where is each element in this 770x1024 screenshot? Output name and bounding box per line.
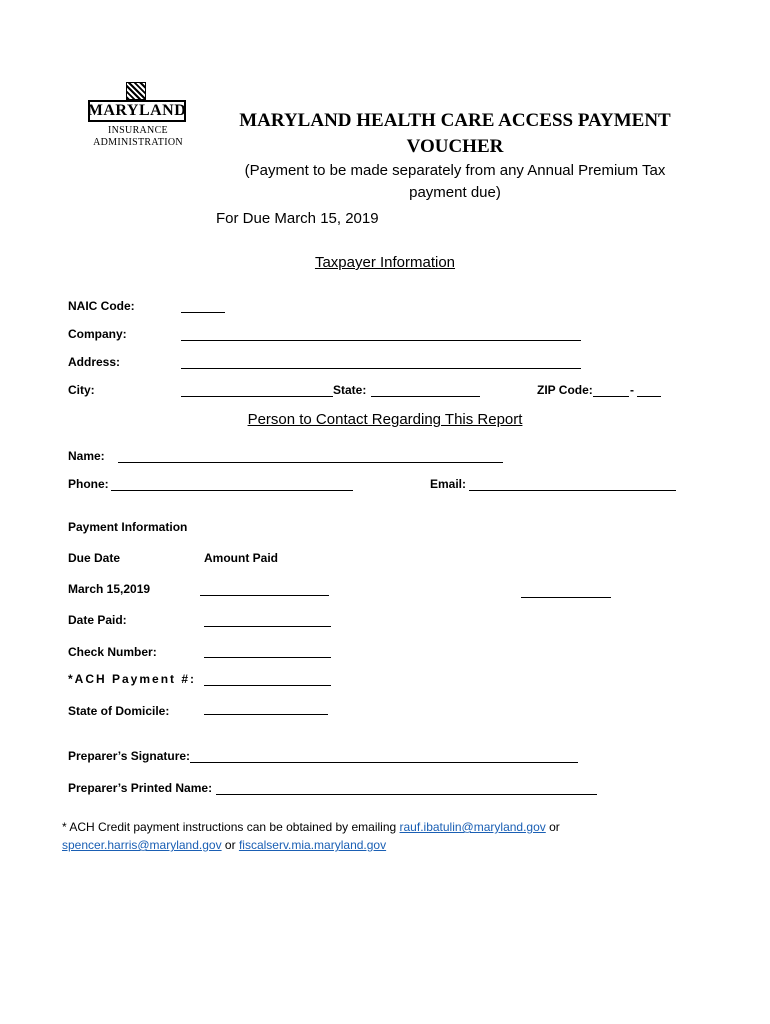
contact-heading: Person to Contact Regarding This Report <box>247 411 523 428</box>
zip-separator: - <box>630 383 634 397</box>
city-field[interactable] <box>181 396 333 397</box>
preparer-signature-label: Preparer’s Signature: <box>68 749 191 763</box>
naic-field[interactable] <box>181 312 225 313</box>
footer-text1: * ACH Credit payment instructions can be obtained by emailing <box>62 820 400 834</box>
logo-line2: ADMINISTRATION <box>93 137 183 148</box>
date-paid-field[interactable] <box>204 626 331 627</box>
preparer-printed-name-field[interactable] <box>216 794 597 795</box>
ach-payment-label: *ACH Payment #: <box>68 672 197 686</box>
zip-label: ZIP Code: <box>537 383 593 397</box>
email-field[interactable] <box>469 490 676 491</box>
phone-field[interactable] <box>111 490 353 491</box>
taxpayer-heading: Taxpayer Information <box>314 254 456 271</box>
company-label: Company: <box>68 327 127 341</box>
extra-field[interactable] <box>521 597 611 598</box>
footer-text3: or <box>221 838 239 852</box>
due-date-value: March 15,2019 <box>68 582 151 596</box>
city-label: City: <box>68 383 95 397</box>
maryland-flag-icon <box>126 82 146 100</box>
state-label: State: <box>333 383 367 397</box>
preparer-signature-field[interactable] <box>190 762 578 763</box>
check-number-field[interactable] <box>204 657 331 658</box>
date-paid-label: Date Paid: <box>68 613 127 627</box>
preparer-printed-name-label: Preparer’s Printed Name: <box>68 781 213 795</box>
page-title-line1: MARYLAND HEALTH CARE ACCESS PAYMENT <box>239 110 671 131</box>
email-link-spencer[interactable]: spencer.harris@maryland.gov <box>62 838 222 852</box>
check-number-label: Check Number: <box>68 645 157 659</box>
email-link-fiscalserv[interactable]: fiscalserv.mia.maryland.gov <box>238 838 387 852</box>
due-date-header: Due Date <box>68 551 121 565</box>
address-field[interactable] <box>181 368 581 369</box>
email-label: Email: <box>430 477 467 491</box>
page-title-line2: VOUCHER <box>406 136 504 157</box>
zip-field[interactable] <box>593 396 629 397</box>
naic-label: NAIC Code: <box>68 299 135 313</box>
company-field[interactable] <box>181 340 581 341</box>
logo-name: MARYLAND <box>88 100 186 122</box>
address-label: Address: <box>68 355 121 369</box>
email-link-rauf[interactable]: rauf.ibatulin@maryland.gov <box>399 820 546 834</box>
maryland-insurance-logo <box>88 82 188 152</box>
amount-paid-field[interactable] <box>200 595 329 596</box>
name-label: Name: <box>68 449 105 463</box>
amount-paid-header: Amount Paid <box>204 551 278 565</box>
ach-instructions <box>62 818 682 854</box>
state-of-domicile-label: State of Domicile: <box>68 704 170 718</box>
name-field[interactable] <box>118 462 503 463</box>
phone-label: Phone: <box>68 477 109 491</box>
footer-text2: or <box>545 820 560 834</box>
payment-heading: Payment Information <box>68 520 188 534</box>
state-of-domicile-field[interactable] <box>204 714 328 715</box>
subtitle-line2: payment due) <box>409 184 501 201</box>
ach-payment-field[interactable] <box>204 685 331 686</box>
subtitle-line1: (Payment to be made separately from any Annual Premium Tax <box>244 162 666 179</box>
zip-ext-field[interactable] <box>637 396 661 397</box>
due-date-text: For Due March 15, 2019 <box>216 210 379 227</box>
logo-line1: INSURANCE <box>108 125 168 136</box>
state-field[interactable] <box>371 396 480 397</box>
